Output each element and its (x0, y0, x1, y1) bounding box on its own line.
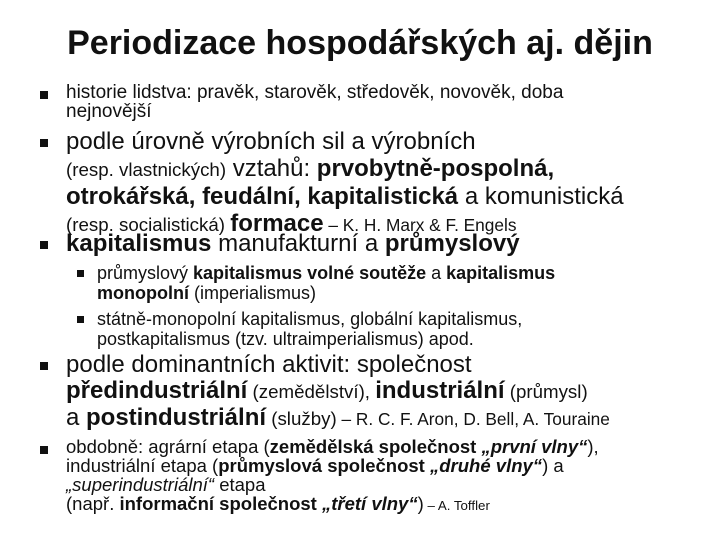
bullet-marker (40, 362, 48, 370)
text-industrial-society-2: průmyslová společnost (218, 455, 430, 476)
bullet-marker (40, 241, 48, 249)
text-third-wave: „třetí vlny“ (321, 493, 418, 514)
bullet-similarly-line-4 (66, 494, 599, 515)
text-stage: etapa (214, 474, 266, 495)
bullet-capitalism-line (66, 230, 520, 258)
bullet-dominant-line-1: podle dominantních aktivit: společnost (66, 351, 472, 378)
text-resp-ownership: (resp. vlastnických) (66, 159, 227, 180)
bullet-similarly-line-2 (66, 456, 599, 475)
bullet-history (66, 83, 563, 121)
text-industrial-small: průmyslový (97, 263, 194, 283)
bullet-production-forces (66, 128, 624, 239)
text-agrarian-stage: obdobně: agrární etapa ( (66, 436, 270, 457)
text-paren-close-2: ) a (542, 455, 564, 476)
text-imperialism: (imperialismus) (188, 283, 316, 303)
bullet-similarly-line-1 (66, 437, 599, 456)
bullet-production-line-3 (66, 183, 624, 210)
text-resp-socialist: (resp. socialistická) (66, 214, 231, 235)
text-communist: a komunistická (458, 183, 624, 210)
text-second-wave: „druhé vlny“ (430, 455, 543, 476)
bullet-marker (40, 446, 48, 454)
sub-bullet-marker (77, 270, 84, 277)
text-paren-close-1: ), (587, 436, 599, 457)
bullet-dominant-line-3 (66, 405, 610, 432)
bullet-dominant-activities (66, 352, 610, 432)
text-preindustrial: předindustriální (66, 377, 248, 404)
bullet-similarly (66, 437, 599, 515)
text-postindustrial: postindustriální (86, 404, 267, 431)
bullet-dominant-line-2 (66, 378, 610, 405)
text-author-marx: – K. H. Marx & F. Engels (323, 215, 517, 235)
bullet-history-line-2: nejnovější (66, 101, 152, 122)
bullet-history-line-1: historie lidstva: pravěk, starověk, středověk, novověk, doba (66, 82, 564, 103)
text-industrial: průmyslový (384, 230, 520, 257)
text-industrial-society: industriální (375, 377, 505, 404)
text-information-society: informační společnost (119, 493, 322, 514)
bullet-production-line-2 (66, 155, 624, 183)
text-capitalism: kapitalismus (66, 230, 212, 257)
bullet-marker (40, 139, 48, 147)
bullet-similarly-line-3 (66, 475, 599, 494)
text-e-g: (např. (66, 493, 120, 514)
text-industry: (průmysl) (504, 381, 588, 402)
text-a: a (66, 404, 87, 431)
bullet-capitalism (66, 230, 520, 258)
text-monopoly: monopolní (97, 283, 189, 303)
text-capitalism-2: kapitalismus (446, 263, 556, 283)
text-paren-close-3: ) (417, 493, 424, 514)
page-title: Periodizace hospodářských aj. dějin (67, 24, 653, 62)
text-author-aron: – R. C. F. Aron, D. Bell, A. Touraine (336, 409, 610, 429)
text-manufacture: manufakturní a (211, 230, 385, 257)
sub-bullet-1-line-1 (97, 263, 555, 283)
bullet-production-line-1: podle úrovně výrobních sil a výrobních (66, 128, 476, 155)
text-formation: formace (230, 210, 324, 237)
sub-bullet-1-line-2 (97, 283, 555, 303)
sub-bullet-state-monopoly (97, 309, 522, 349)
text-formations-list: otrokářská, feudální, kapitalistická (66, 183, 459, 210)
text-superindustrial: „superindustriální“ (66, 474, 215, 495)
text-services: (služby) (266, 408, 337, 429)
text-and: a (426, 263, 447, 283)
text-industrial-stage: industriální etapa ( (66, 455, 219, 476)
text-relations: vztahů: (226, 155, 317, 182)
sub-bullet-2-line-1: státně-monopolní kapitalismus, globální kapitalismus, (97, 309, 523, 329)
bullet-marker (40, 91, 48, 99)
sub-bullet-2-line-2: postkapitalismus (tzv. ultraimperialismus) apod. (97, 329, 474, 349)
text-first-wave: „první vlny“ (481, 436, 588, 457)
sub-bullet-marker (77, 316, 84, 323)
text-author-toffler: – A. Toffler (423, 498, 490, 513)
sub-bullet-free-competition (97, 263, 555, 303)
text-free-competition: kapitalismus volné soutěže (193, 263, 427, 283)
text-primitive: prvobytně-pospolná, (316, 155, 555, 182)
text-agriculture: (zemědělství), (247, 381, 376, 402)
text-agricultural-society: zemědělská společnost (269, 436, 482, 457)
